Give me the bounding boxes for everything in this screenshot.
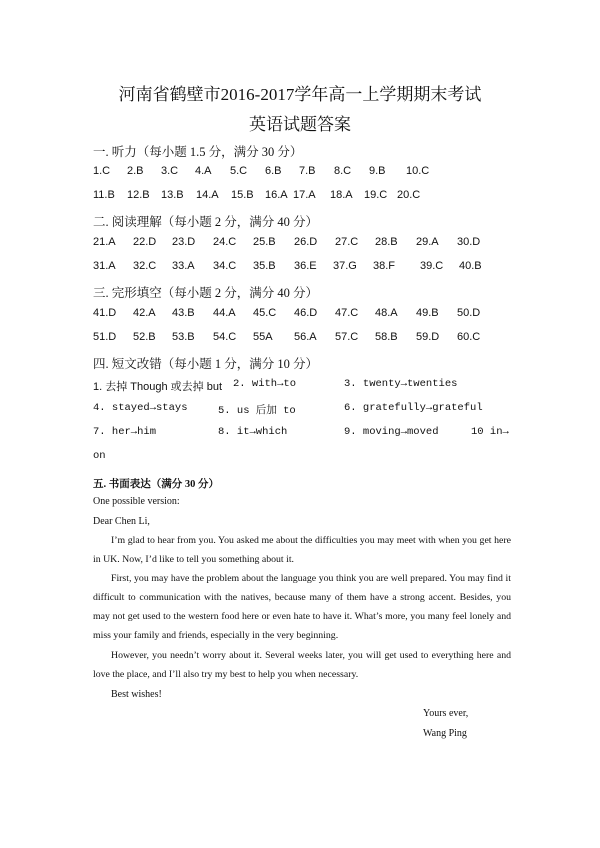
writing-lead: One possible version:: [93, 496, 180, 507]
answer-item: 45.C: [253, 307, 277, 319]
letter-signoff: Yours ever,: [423, 708, 469, 719]
answer-item: 60.C: [457, 331, 481, 343]
answer-item: 51.D: [93, 331, 117, 343]
answer-item: 14.A: [196, 189, 219, 201]
letter-signature: Wang Ping: [423, 728, 467, 739]
answer-item: 57.C: [335, 331, 359, 343]
answer-item: 28.B: [375, 236, 398, 248]
answer-item: 30.D: [457, 236, 481, 248]
answer-item: 34.C: [213, 260, 237, 272]
letter-greeting: Dear Chen Li,: [93, 516, 150, 527]
answer-item: 49.B: [416, 307, 439, 319]
writing-heading: 五. 书面表达（满分 30 分）: [93, 479, 219, 490]
answer-item: 37.G: [333, 260, 357, 272]
reading-heading: 二. 阅读理解（每小题 2 分，满分 40 分）: [93, 215, 319, 229]
answer-item: 35.B: [253, 260, 276, 272]
answer-item: 24.C: [213, 236, 237, 248]
answer-item: 48.A: [375, 307, 398, 319]
correction-item: 9. moving→moved: [344, 426, 439, 438]
correction-item: 1. 去掉 Though 或去掉 but: [93, 381, 222, 393]
answer-item: 31.A: [93, 260, 116, 272]
answer-item: 56.A: [294, 331, 317, 343]
answer-item: 32.C: [133, 260, 157, 272]
answer-item: 19.C: [364, 189, 388, 201]
answer-item: 27.C: [335, 236, 359, 248]
correction-item: 8. it→which: [218, 426, 288, 438]
answer-item: 5.C: [230, 165, 248, 177]
answer-item: 59.D: [416, 331, 440, 343]
answer-item: 39.C: [420, 260, 444, 272]
answer-item: 7.B: [299, 165, 316, 177]
letter-paragraph-2: First, you may have the problem about the language you think you are well prepared. You may find it difficult to communication with the natives, because many of them have a strong accent. Besides, you may not get used to the western food here or even hate to have it. What’s more, you many feel lonely and miss your family and friends, especially in the very beginning.: [93, 573, 511, 641]
answer-item: 20.C: [397, 189, 421, 201]
answer-item: 1.C: [93, 165, 111, 177]
answer-item: 25.B: [253, 236, 276, 248]
answer-item: 11.B: [93, 189, 115, 201]
answer-item: 15.B: [231, 189, 254, 201]
answer-item: 17.A: [293, 189, 316, 201]
answer-item: 6.B: [265, 165, 282, 177]
answer-item: 33.A: [172, 260, 195, 272]
correction-item: 4. stayed→stays: [93, 402, 188, 414]
answer-item: 52.B: [133, 331, 156, 343]
answer-item: 8.C: [334, 165, 352, 177]
answer-item: 46.D: [294, 307, 318, 319]
answer-item: 38.F: [373, 260, 396, 272]
answer-item: 43.B: [172, 307, 195, 319]
listening-heading: 一. 听力（每小题 1.5 分，满分 30 分）: [93, 145, 303, 159]
answer-item: 3.C: [161, 165, 179, 177]
letter-closing: Best wishes!: [111, 689, 162, 700]
answer-item: 41.D: [93, 307, 117, 319]
correction-item: 5. us 后加 to: [218, 405, 296, 417]
page-subtitle: 英语试题答案: [249, 115, 351, 134]
correction-item: 6. gratefully→grateful: [344, 402, 483, 414]
answer-item: 10.C: [406, 165, 430, 177]
answer-item: 54.C: [213, 331, 237, 343]
correction-item: 7. her→him: [93, 426, 157, 438]
answer-item: 23.D: [172, 236, 196, 248]
correction-heading: 四. 短文改错（每小题 1 分，满分 10 分）: [93, 357, 319, 371]
answer-item: 13.B: [161, 189, 184, 201]
answer-item: 12.B: [127, 189, 150, 201]
answer-item: 18.A: [330, 189, 353, 201]
cloze-heading: 三. 完形填空（每小题 2 分，满分 40 分）: [93, 286, 319, 300]
answer-item: 2.B: [127, 165, 144, 177]
answer-item: 50.D: [457, 307, 481, 319]
answer-item: 21.A: [93, 236, 116, 248]
answer-item: 36.E: [294, 260, 317, 272]
answer-item: 22.D: [133, 236, 157, 248]
answer-item: 9.B: [369, 165, 386, 177]
page-title: 河南省鹤壁市2016-2017学年高一上学期期末考试: [118, 85, 482, 104]
correction-item: 10 in→: [471, 426, 509, 438]
answer-item: 26.D: [294, 236, 318, 248]
answer-item: 47.C: [335, 307, 359, 319]
answer-item: 42.A: [133, 307, 156, 319]
answer-item: 55A: [253, 331, 273, 343]
letter-paragraph-3: However, you needn’t worry about it. Several weeks later, you will get used to everything here and love the place, and I’ll also try my best to help you when necessary.: [93, 650, 511, 680]
answer-item: 44.A: [213, 307, 236, 319]
correction-item: on: [93, 450, 106, 462]
answer-item: 16.A: [265, 189, 288, 201]
answer-item: 58.B: [375, 331, 398, 343]
answer-item: 29.A: [416, 236, 439, 248]
letter-paragraph-1: I’m glad to hear from you. You asked me about the difficulties you may meet with when you get here in UK. Now, I’d like to tell you something about it.: [93, 535, 511, 565]
correction-item: 3. twenty→twenties: [344, 378, 458, 390]
answer-item: 4.A: [195, 165, 212, 177]
correction-item: 2. with→to: [233, 378, 297, 390]
answer-item: 53.B: [172, 331, 195, 343]
answer-item: 40.B: [459, 260, 482, 272]
